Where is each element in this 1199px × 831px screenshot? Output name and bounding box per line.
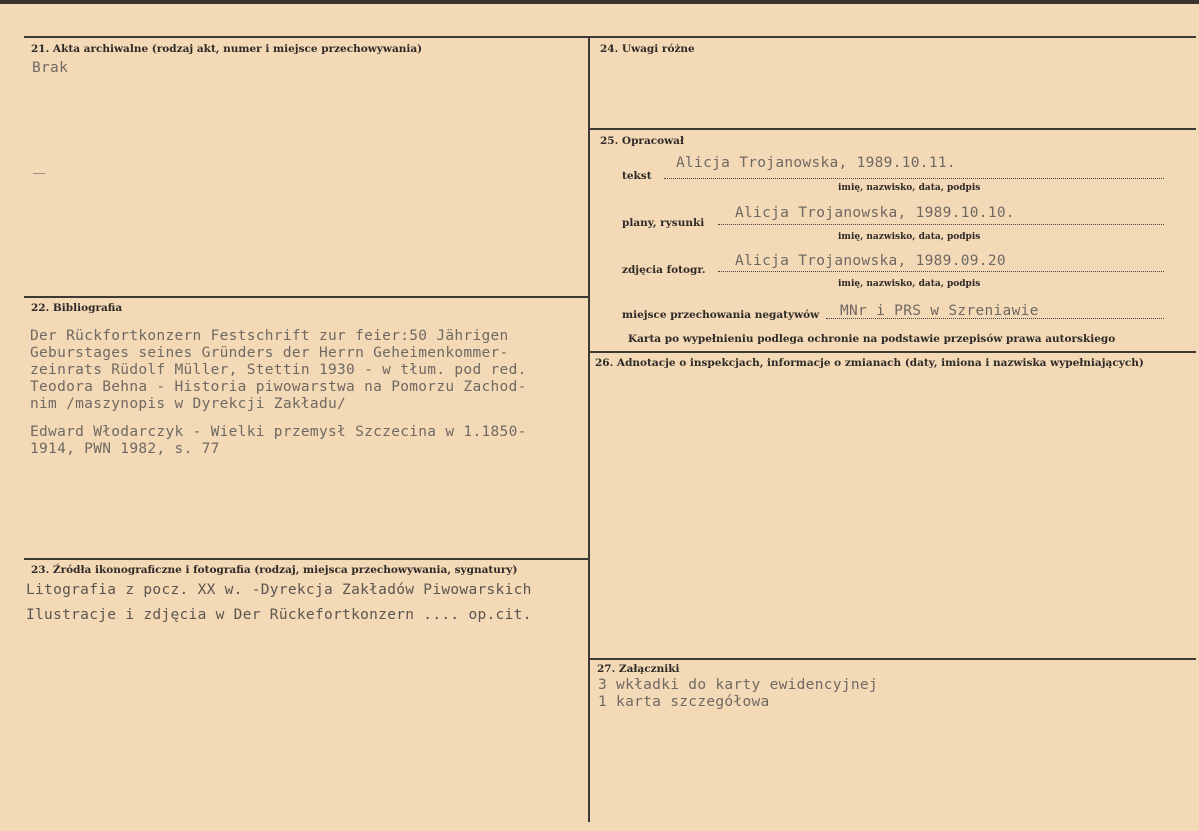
- bibliography-line-1: Der Rückfortkonzern Festschrift zur feier:50 Jährigen: [30, 328, 509, 344]
- negatywy-label: miejsce przechowania negatywów: [622, 309, 820, 321]
- bibliography-line-2: Geburstages seines Gründers der Herrn Geheimenkommer-: [30, 345, 509, 361]
- tekst-value: Alicja Trojanowska, 1989.10.11.: [676, 155, 956, 171]
- divider-25-26: [589, 351, 1196, 353]
- section-23-label: 23. Źródła ikonograficzne i fotografia (rodzaj, miejsca przechowywania, sygnatury): [31, 564, 518, 576]
- divider-22-23: [24, 558, 589, 560]
- bibliography-line-3: zeinrats Rüdolf Müller, Stettin 1930 - w tłum. pod red.: [30, 362, 527, 378]
- iconography-line-2: Ilustracje i zdjęcia w Der Rückefortkonzern .... op.cit.: [26, 607, 532, 623]
- tekst-line: [664, 178, 1164, 179]
- tekst-label: tekst: [622, 170, 652, 182]
- scan-top-edge: [0, 0, 1199, 4]
- section-21-label: 21. Akta archiwalne (rodzaj akt, numer i miejsce przechowywania): [31, 43, 423, 55]
- section-26-label: 26. Adnotacje o inspekcjach, informacje o zmianach (daty, imiona i nazwiska wypełniających): [595, 357, 1144, 369]
- zdjecia-line: [718, 271, 1164, 272]
- bibliography-line-4: Teodora Behna - Historia piwowarstwa na Pomorzu Zachod-: [30, 379, 527, 395]
- center-divider: [588, 36, 590, 822]
- bibliography-line-5: nim /maszynopis w Dyrekcji Zakładu/: [30, 396, 347, 412]
- plany-line: [718, 224, 1164, 225]
- bibliography-line-6: Edward Włodarczyk - Wielki przemysł Szczecina w 1.1850-: [30, 424, 527, 440]
- attachments-line-1: 3 wkładki do karty ewidencyjnej: [598, 677, 878, 693]
- section-24-label: 24. Uwagi różne: [600, 43, 695, 55]
- plany-caption: imię, nazwisko, data, podpis: [838, 232, 981, 242]
- copyright-notice: Karta po wypełnieniu podlega ochronie na podstawie przepisów prawa autorskiego: [628, 333, 1116, 345]
- attachments-line-2: 1 karta szczegółowa: [598, 694, 770, 710]
- plany-label: plany, rysunki: [622, 217, 705, 229]
- bibliography-line-7: 1914, PWN 1982, s. 77: [30, 441, 220, 457]
- tekst-caption: imię, nazwisko, data, podpis: [838, 183, 981, 193]
- section-25-label: 25. Opracował: [600, 135, 685, 147]
- top-border-line: [24, 36, 1196, 38]
- divider-21-22: [24, 296, 589, 298]
- negatywy-value: MNr i PRS w Szreniawie: [840, 303, 1039, 319]
- section-22-label: 22. Bibliografia: [31, 302, 123, 314]
- zdjecia-value: Alicja Trojanowska, 1989.09.20: [735, 253, 1006, 269]
- divider-26-27: [589, 658, 1196, 660]
- zdjecia-label: zdjęcia fotogr.: [622, 264, 706, 276]
- section-27-label: 27. Załączniki: [597, 663, 680, 675]
- zdjecia-caption: imię, nazwisko, data, podpis: [838, 279, 981, 289]
- section-21-value: Brak: [32, 60, 69, 76]
- iconography-line-1: Litografia z pocz. XX w. -Dyrekcja Zakładów Piwowarskich: [26, 582, 532, 598]
- negatywy-line: [826, 318, 1164, 319]
- divider-24-25: [589, 128, 1196, 130]
- plany-value: Alicja Trojanowska, 1989.10.10.: [735, 205, 1015, 221]
- stray-mark: [33, 173, 45, 174]
